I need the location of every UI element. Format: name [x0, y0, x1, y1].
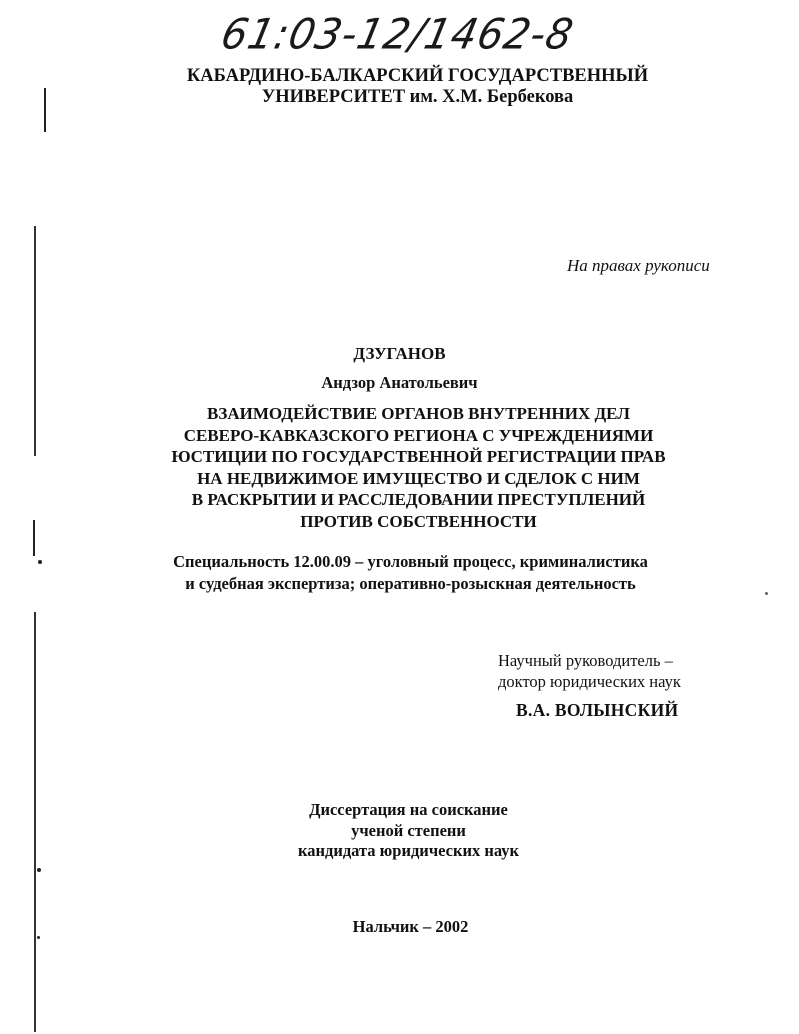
title-line: СЕВЕРО-КАВКАЗСКОГО РЕГИОНА С УЧРЕЖДЕНИЯМИ [183, 425, 654, 445]
dissertation-note [0, 800, 799, 862]
scan-mark [37, 868, 41, 872]
scan-mark [34, 226, 36, 456]
dissertation-line-1: Диссертация на соискание [309, 800, 508, 819]
title-line: ПРОТИВ СОБСТВЕННОСТИ [300, 511, 537, 531]
author-surname: ДЗУГАНОВ [353, 344, 446, 363]
scan-mark [765, 592, 768, 595]
university-header [0, 66, 799, 108]
scan-mark [33, 520, 35, 556]
scan-mark [44, 88, 46, 132]
dissertation-line-2: ученой степени [351, 820, 466, 840]
advisor-name: В.А. ВОЛЫНСКИЙ [516, 700, 679, 720]
place-year [0, 917, 799, 937]
place-year-text: Нальчик – 2002 [352, 917, 469, 936]
university-line-2: УНИВЕРСИТЕТ им. Х.М. Бербекова [261, 87, 574, 107]
advisor-role: Научный руководитель – [498, 651, 673, 670]
archive-code: 61:03-12/1462-8 [216, 10, 578, 60]
scan-mark [34, 612, 36, 1032]
scan-mark [37, 936, 40, 939]
university-line-1: КАБАРДИНО-БАЛКАРСКИЙ ГОСУДАРСТВЕННЫЙ [186, 66, 649, 86]
title-line: ВЗАИМОДЕЙСТВИЕ ОРГАНОВ ВНУТРЕННИХ ДЕЛ [207, 404, 630, 423]
specialty-line-2: и судебная экспертиза; оперативно-розыскная деятельность [185, 573, 636, 593]
advisor-block [498, 650, 681, 692]
title-line: НА НЕДВИЖИМОЕ ИМУЩЕСТВО И СДЕЛОК С НИМ [197, 468, 640, 488]
scan-mark [38, 560, 42, 564]
specialty-line-1: Специальность 12.00.09 – уголовный процесс, криминалистика [173, 552, 648, 571]
dissertation-title [0, 403, 799, 532]
title-line: ЮСТИЦИИ ПО ГОСУДАРСТВЕННОЙ РЕГИСТРАЦИИ ПРАВ [171, 447, 666, 466]
dissertation-line-3: кандидата юридических наук [297, 841, 520, 860]
specialty [0, 551, 799, 594]
title-line: В РАСКРЫТИИ И РАССЛЕДОВАНИИ ПРЕСТУПЛЕНИЙ [191, 490, 646, 509]
advisor-degree: доктор юридических наук [498, 672, 681, 691]
author-given-names: Андзор Анатольевич [321, 373, 478, 392]
manuscript-rights: На правах рукописи [567, 256, 710, 275]
